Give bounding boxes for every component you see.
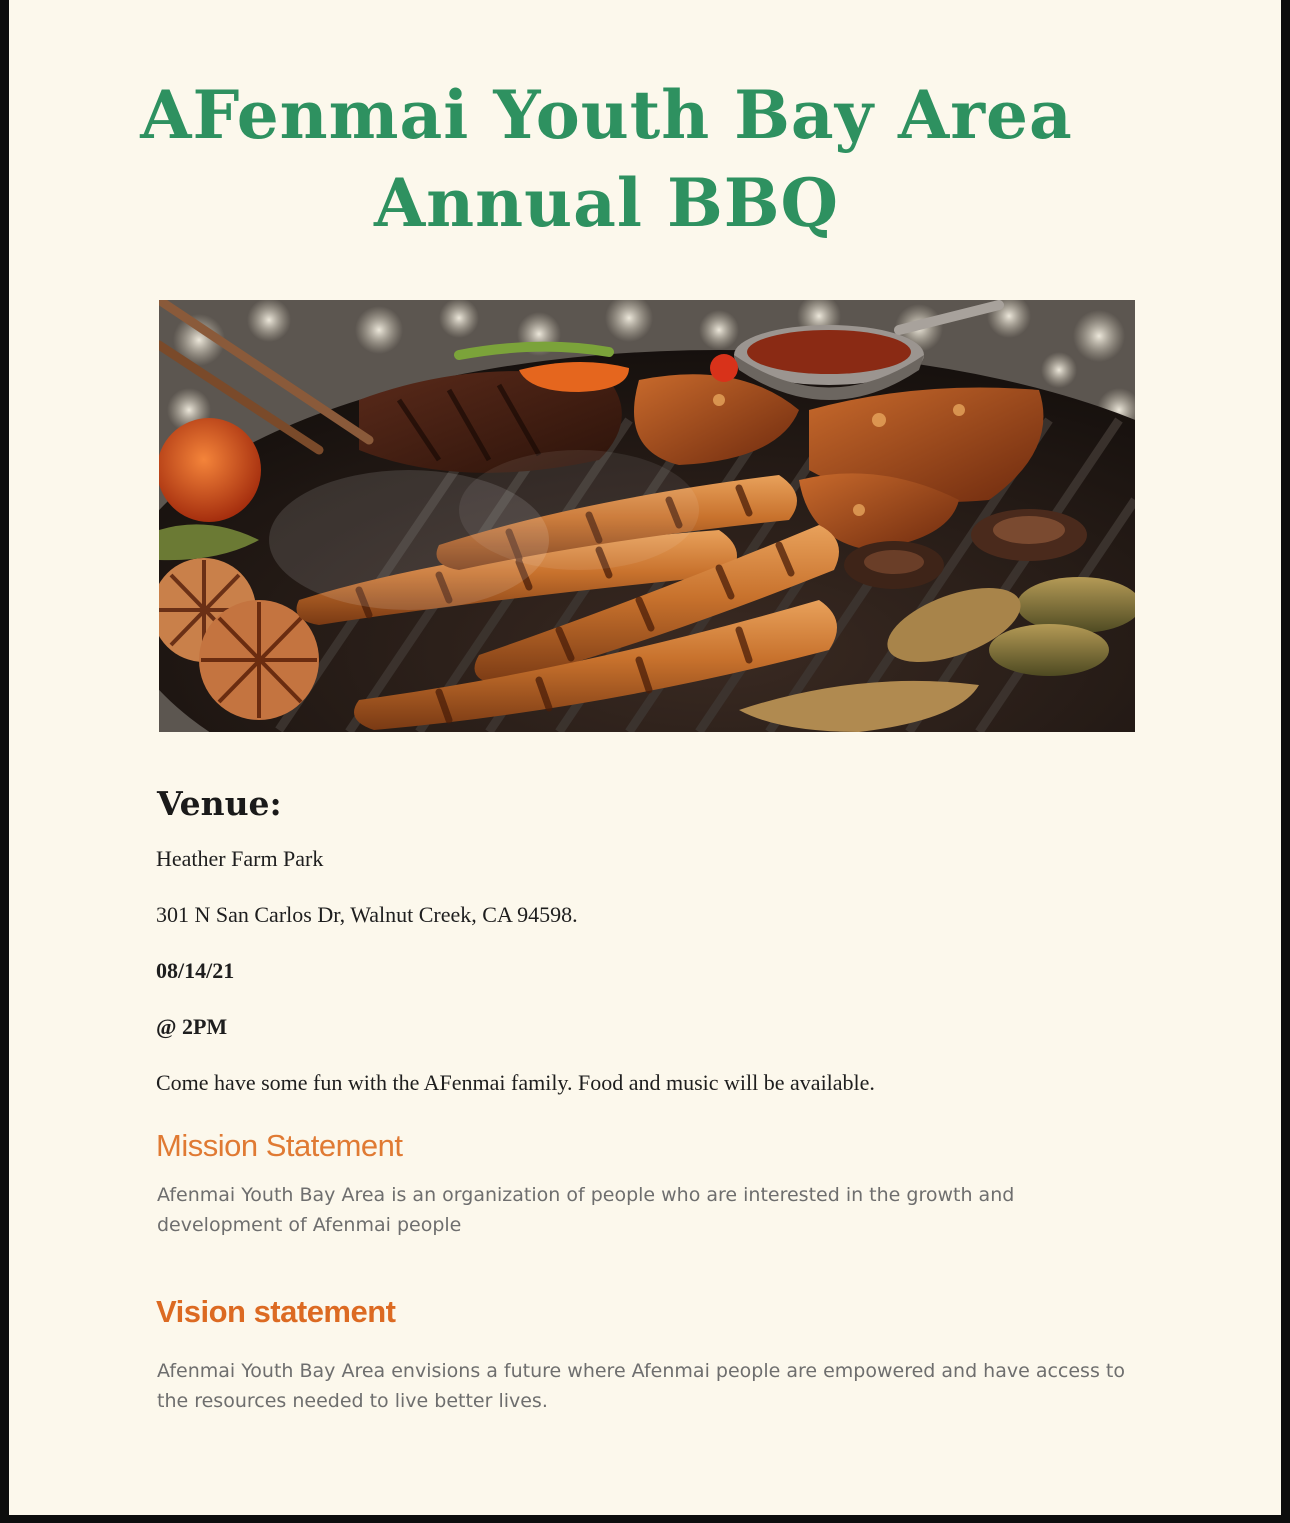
event-title-line-2: Annual BBQ bbox=[373, 164, 840, 242]
event-invite-text: Come have some fun with the AFenmai family. Food and music will be available. bbox=[156, 1070, 875, 1095]
mission-statement-body: Afenmai Youth Bay Area is an organization of people who are interested in the growth and development of Afenmai people bbox=[157, 1184, 1015, 1236]
vision-statement-title: Vision statement bbox=[156, 1294, 396, 1329]
venue-address: 301 N San Carlos Dr, Walnut Creek, CA 94598. bbox=[156, 902, 578, 927]
venue-place: Heather Farm Park bbox=[156, 846, 324, 871]
event-date: 08/14/21 bbox=[156, 958, 235, 983]
bbq-grill-image bbox=[159, 300, 1135, 732]
mission-statement-title: Mission Statement bbox=[156, 1128, 403, 1163]
venue-heading: Venue: bbox=[157, 784, 282, 823]
event-time: @ 2PM bbox=[156, 1014, 228, 1039]
flyer-page bbox=[9, 0, 1281, 1515]
vision-statement-body: Afenmai Youth Bay Area envisions a future where Afenmai people are empowered and have access to the resources needed to live better lives. bbox=[157, 1360, 1125, 1412]
event-title-line-1: AFenmai Youth Bay Area bbox=[140, 76, 1073, 154]
